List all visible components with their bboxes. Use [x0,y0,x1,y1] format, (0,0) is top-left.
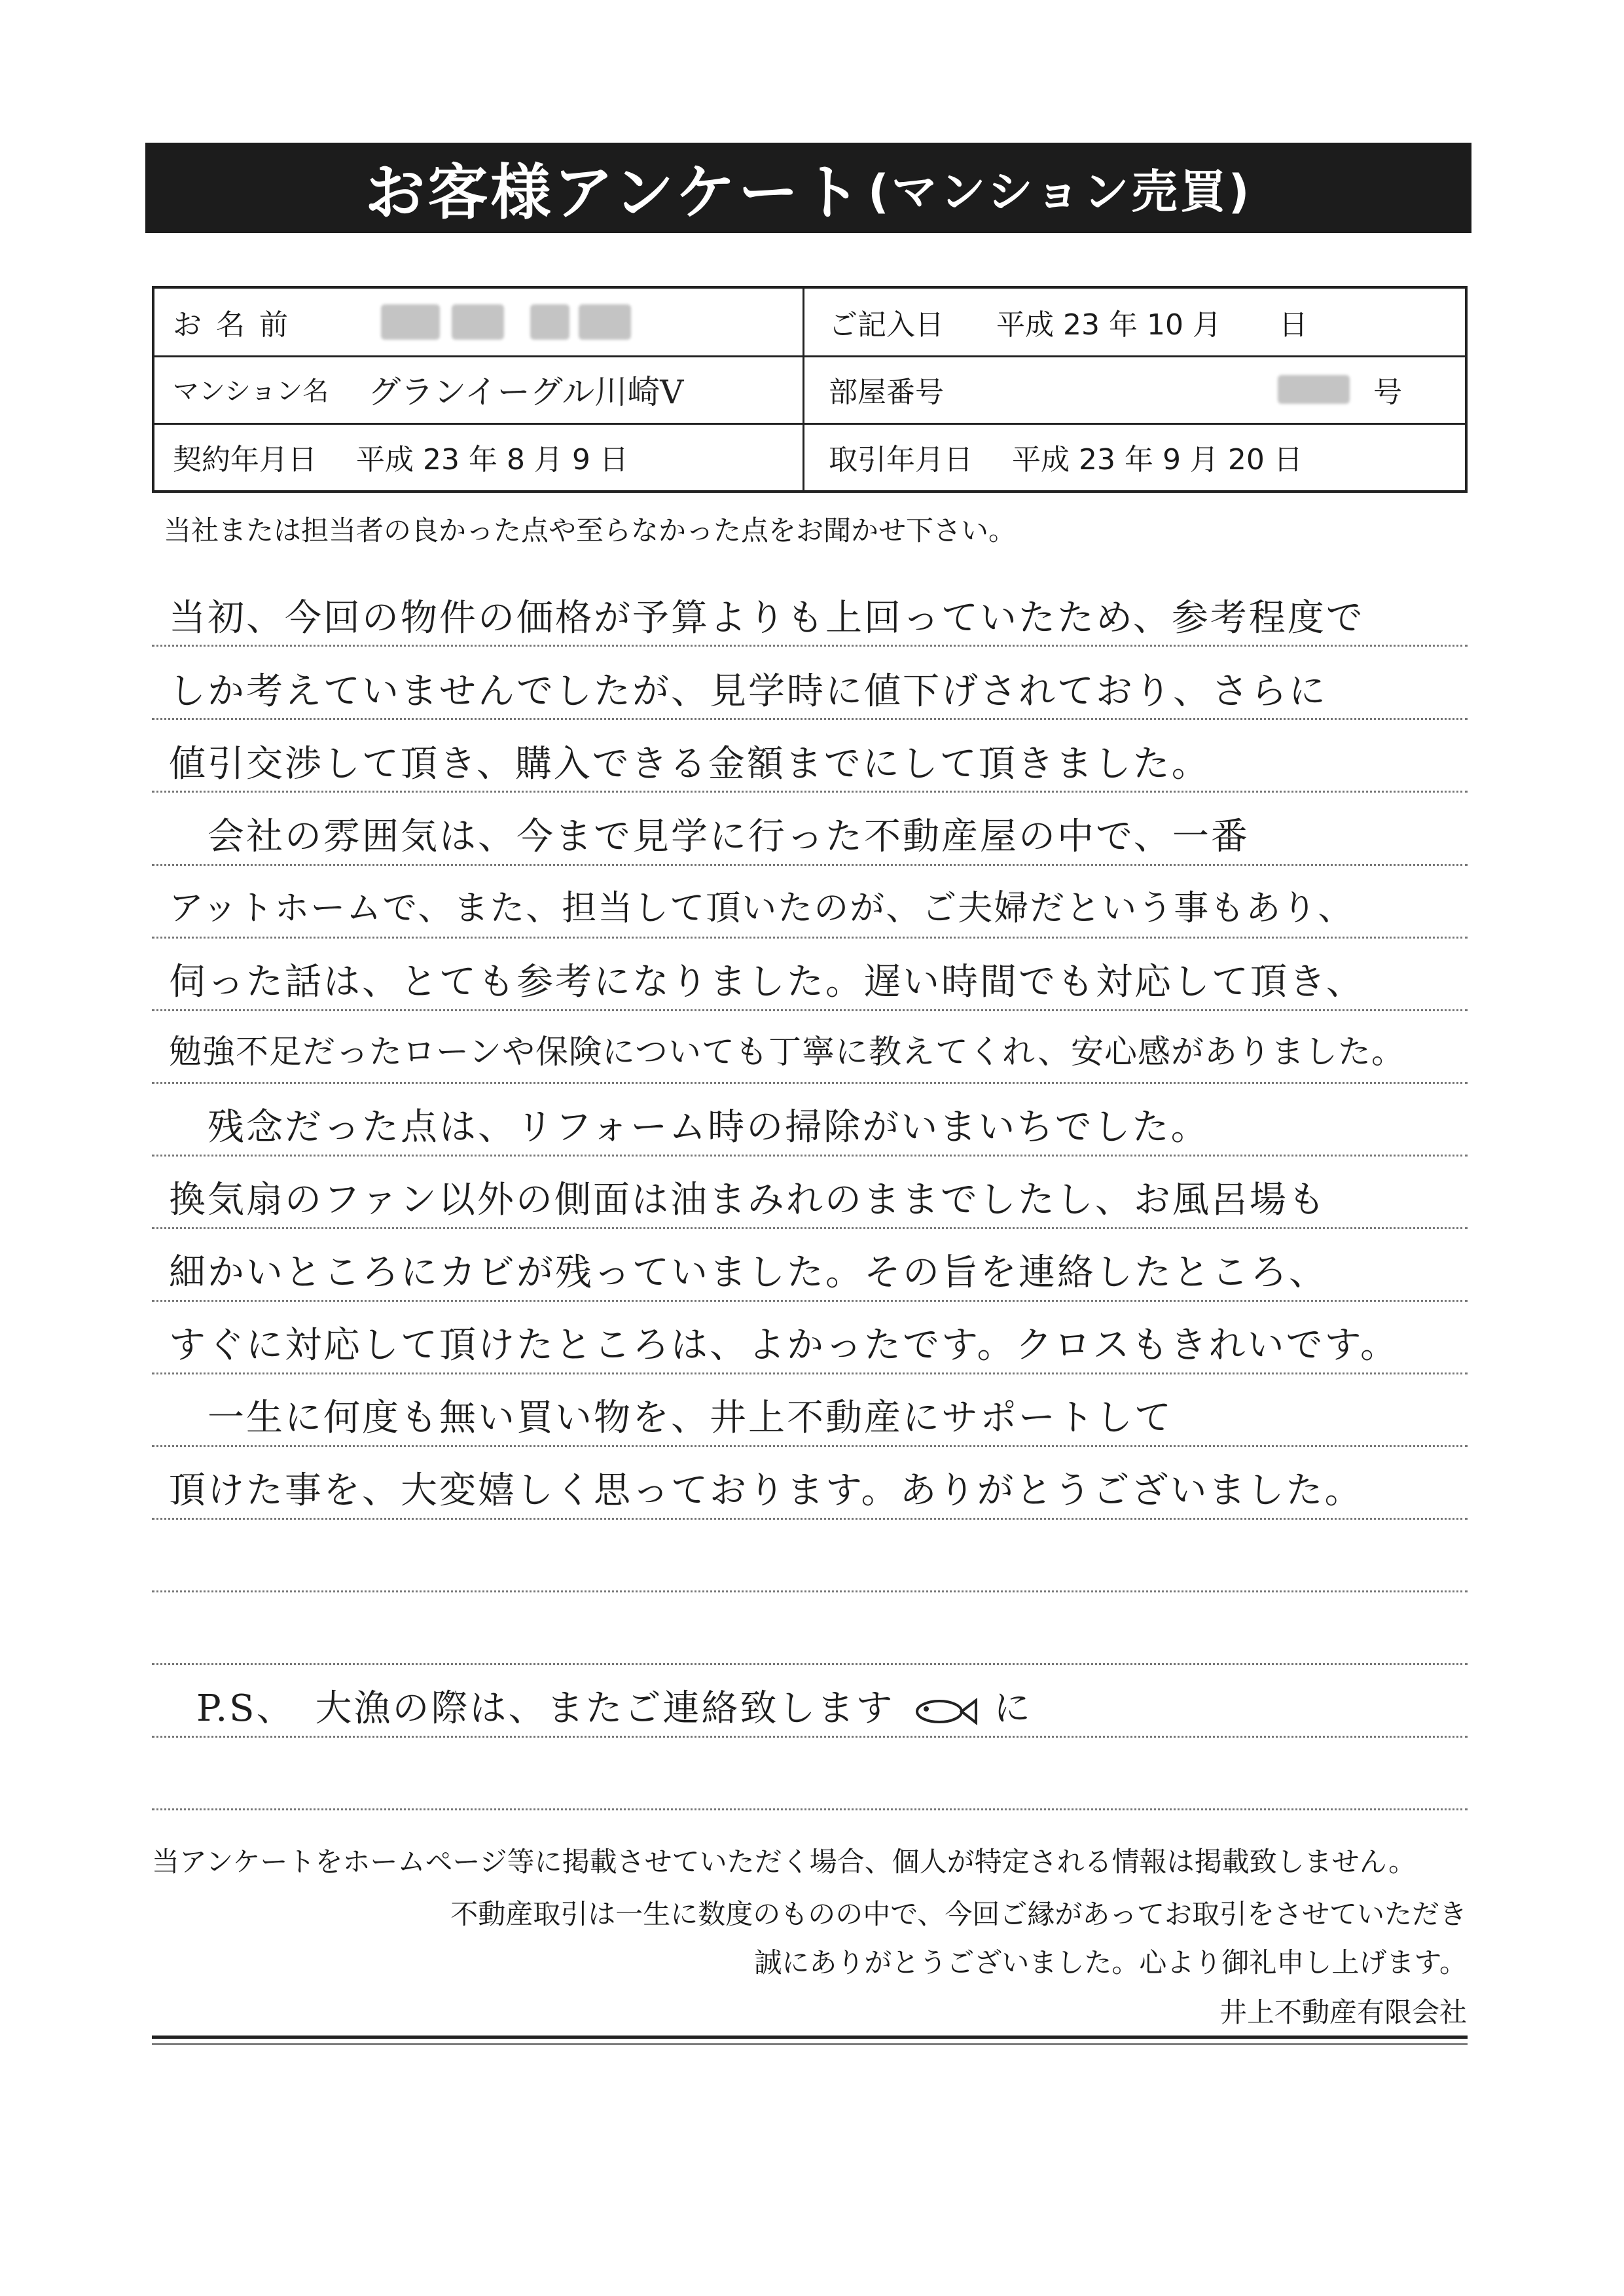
ruled-line [152,1445,1468,1447]
footer-thanks-1: 不動産取引は一生に数度のものの中で、今回ご縁があってお取引をさせていただき [450,1898,1467,1930]
contract-label: 契約年月日 [173,442,317,476]
room-cell [829,355,1402,423]
ruled-line [152,864,1468,866]
title-main: お客様アンケート [365,158,864,228]
bottom-rule-thin [152,2043,1468,2045]
redacted-name [579,304,631,340]
comment-line: 会社の雰囲気は、今まで見学に行った不動産屋の中で、一番 [169,816,1250,858]
info-table [152,286,1468,493]
mansion-label: マンション名 [173,376,329,406]
room-suffix: 号 [1373,375,1402,409]
name-cell [173,289,631,355]
ruled-line [152,1300,1468,1302]
company-name: 井上不動産有限会社 [1219,1996,1467,2028]
ruled-line [152,791,1468,793]
ruled-line [152,1590,1468,1592]
ruled-line [152,1372,1468,1374]
comment-line: 勉強不足だったローンや保険についても丁寧に教えてくれ、安心感がありました。 [169,1033,1405,1071]
redacted-name [452,304,504,340]
entry-date-value: 平成 23 年 10 月 日 [996,308,1308,342]
comment-line: 頂けた事を、大変嬉しく思っております。ありがとうございました。 [169,1469,1363,1512]
ruled-line [152,645,1468,647]
ps-tail: に [994,1687,1033,1730]
footer-disclaimer: 当アンケートをホームページ等に掲載させていただく場合、個人が特定される情報は掲載致しません。 [152,1846,1416,1878]
name-label: お名前 [173,308,302,342]
comment-line: 値引交渉して頂き、購入できる金額までにして頂きました。 [169,743,1210,785]
redacted-name [530,304,569,340]
ps-line [196,1679,1032,1732]
transaction-label: 取引年月日 [829,442,973,476]
ruled-line [152,1009,1468,1011]
comment-line: しか考えていませんでしたが、見学時に値下げされており、さらに [169,670,1327,713]
entry-date-label: ご記入日 [829,308,944,342]
bottom-rule [152,2036,1468,2039]
room-label: 部屋番号 [829,375,944,409]
title-sub: (マンション売買) [867,164,1252,219]
transaction-value: 平成 23 年 9 月 20 日 [1012,442,1303,476]
ruled-line [152,718,1468,720]
comment-line: 伺った話は、とても参考になりました。遅い時間でも対応して頂き、 [169,961,1365,1003]
comment-line: アットホームで、また、担当して頂いたのが、ご夫婦だという事もあり、 [169,888,1354,928]
ruled-line [152,1082,1468,1084]
ruled-line [152,937,1468,939]
footer-thanks-2: 誠にありがとうございました。心より御礼申し上げます。 [754,1946,1467,1979]
comment-line: 当初、今回の物件の価格が予算よりも上回っていたため、参考程度で [169,597,1365,639]
mansion-value: グランイーグル川崎Ⅴ [368,372,684,411]
transaction-cell [829,423,1303,490]
contract-cell [173,423,628,490]
ruled-line [152,1808,1468,1810]
comment-line: 残念だった点は、リフォーム時の掃除がいまいちでした。 [169,1106,1210,1149]
ruled-line [152,1663,1468,1665]
comment-line: 換気扇のファン以外の側面は油まみれのままでしたし、お風呂場も [169,1179,1327,1221]
entry-date-cell [829,289,1308,355]
table-divider [803,289,804,490]
ruled-line [152,1518,1468,1520]
ruled-line [152,1736,1468,1738]
comment-line: すぐに対応して頂けたところは、よかったです。クロスもきれいです。 [169,1324,1399,1367]
comment-prompt: 当社または担当者の良かった点や至らなかった点をお聞かせ下さい。 [164,514,1017,547]
mansion-cell [173,355,683,423]
comment-line: 細かいところにカビが残っていました。その旨を連絡したところ、 [169,1251,1327,1294]
ruled-line [152,1155,1468,1157]
comment-line: 一生に何度も無い買い物を、井上不動産にサポートして [169,1397,1173,1439]
redacted-name [381,304,440,340]
ruled-line [152,1227,1468,1229]
fish-icon [908,1694,980,1729]
ps-text: P.S、 大漁の際は、またご連絡致します [196,1687,895,1730]
redacted-room [1278,375,1350,404]
contract-value: 平成 23 年 8 月 9 日 [356,442,628,476]
title-banner [145,143,1471,233]
